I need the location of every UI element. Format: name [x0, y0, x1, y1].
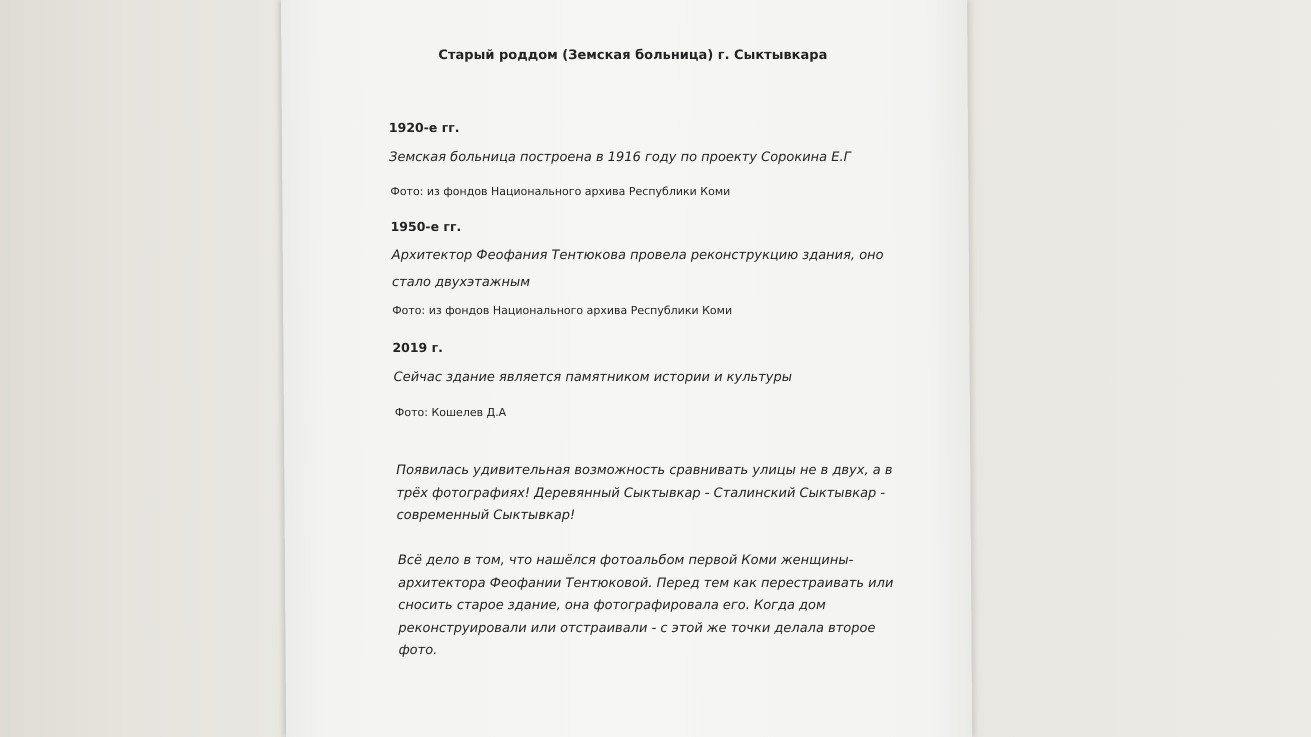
- section-year-1920: 1920-е гг.: [388, 120, 460, 135]
- desc-line: Сейчас здание является памятником истории и культуры: [393, 370, 793, 385]
- section-year-2019: 2019 г.: [392, 340, 443, 355]
- desc-line: Архитектор Феофания Тентюкова провела реконструкцию здания, оно: [391, 248, 884, 263]
- paper-sheet: [281, 0, 972, 737]
- photo-credit-1950: Фото: из фондов Национального архива Республики Коми: [392, 304, 733, 317]
- paragraph-line: Появилась удивительная возможность сравнивать улицы не в двух, а в: [396, 463, 893, 478]
- paragraph-line: архитектора Феофании Тентюковой. Перед тем как перестраивать или: [398, 575, 894, 591]
- paragraph-line: Всё дело в том, что нашёлся фотоальбом первой Коми женщины-: [397, 553, 854, 568]
- paragraph-line: современный Сыктывкар!: [396, 508, 576, 523]
- desc-line: Земская больница построена в 1916 году по проекту Сорокина Е.Г: [389, 150, 851, 165]
- paragraph-line: трёх фотографиях! Деревянный Сыктывкар - Сталинский Сыктывкар -: [396, 485, 886, 501]
- section-desc-1920: [389, 144, 851, 171]
- paragraph-photo-album: [398, 550, 894, 663]
- paragraph-line: фото.: [398, 643, 438, 658]
- paragraph-comparison: [396, 460, 893, 528]
- photo-credit-2019: Фото: Кошелев Д.А: [394, 406, 507, 419]
- photo-credit-1920: Фото: из фондов Национального архива Республики Коми: [390, 185, 731, 198]
- section-year-1950: 1950-е гг.: [390, 219, 462, 234]
- desc-line: стало двухэтажным: [391, 275, 531, 290]
- section-desc-1950: [392, 242, 884, 296]
- paragraph-line: сносить старое здание, она фотографировала его. Когда дом: [398, 598, 826, 613]
- paragraph-line: реконструировали или отстраивали - с этой же точки делала второе: [398, 620, 876, 636]
- section-desc-2019: [394, 364, 793, 391]
- document-title: Старый роддом (Земская больница) г. Сыктывкара: [438, 48, 828, 63]
